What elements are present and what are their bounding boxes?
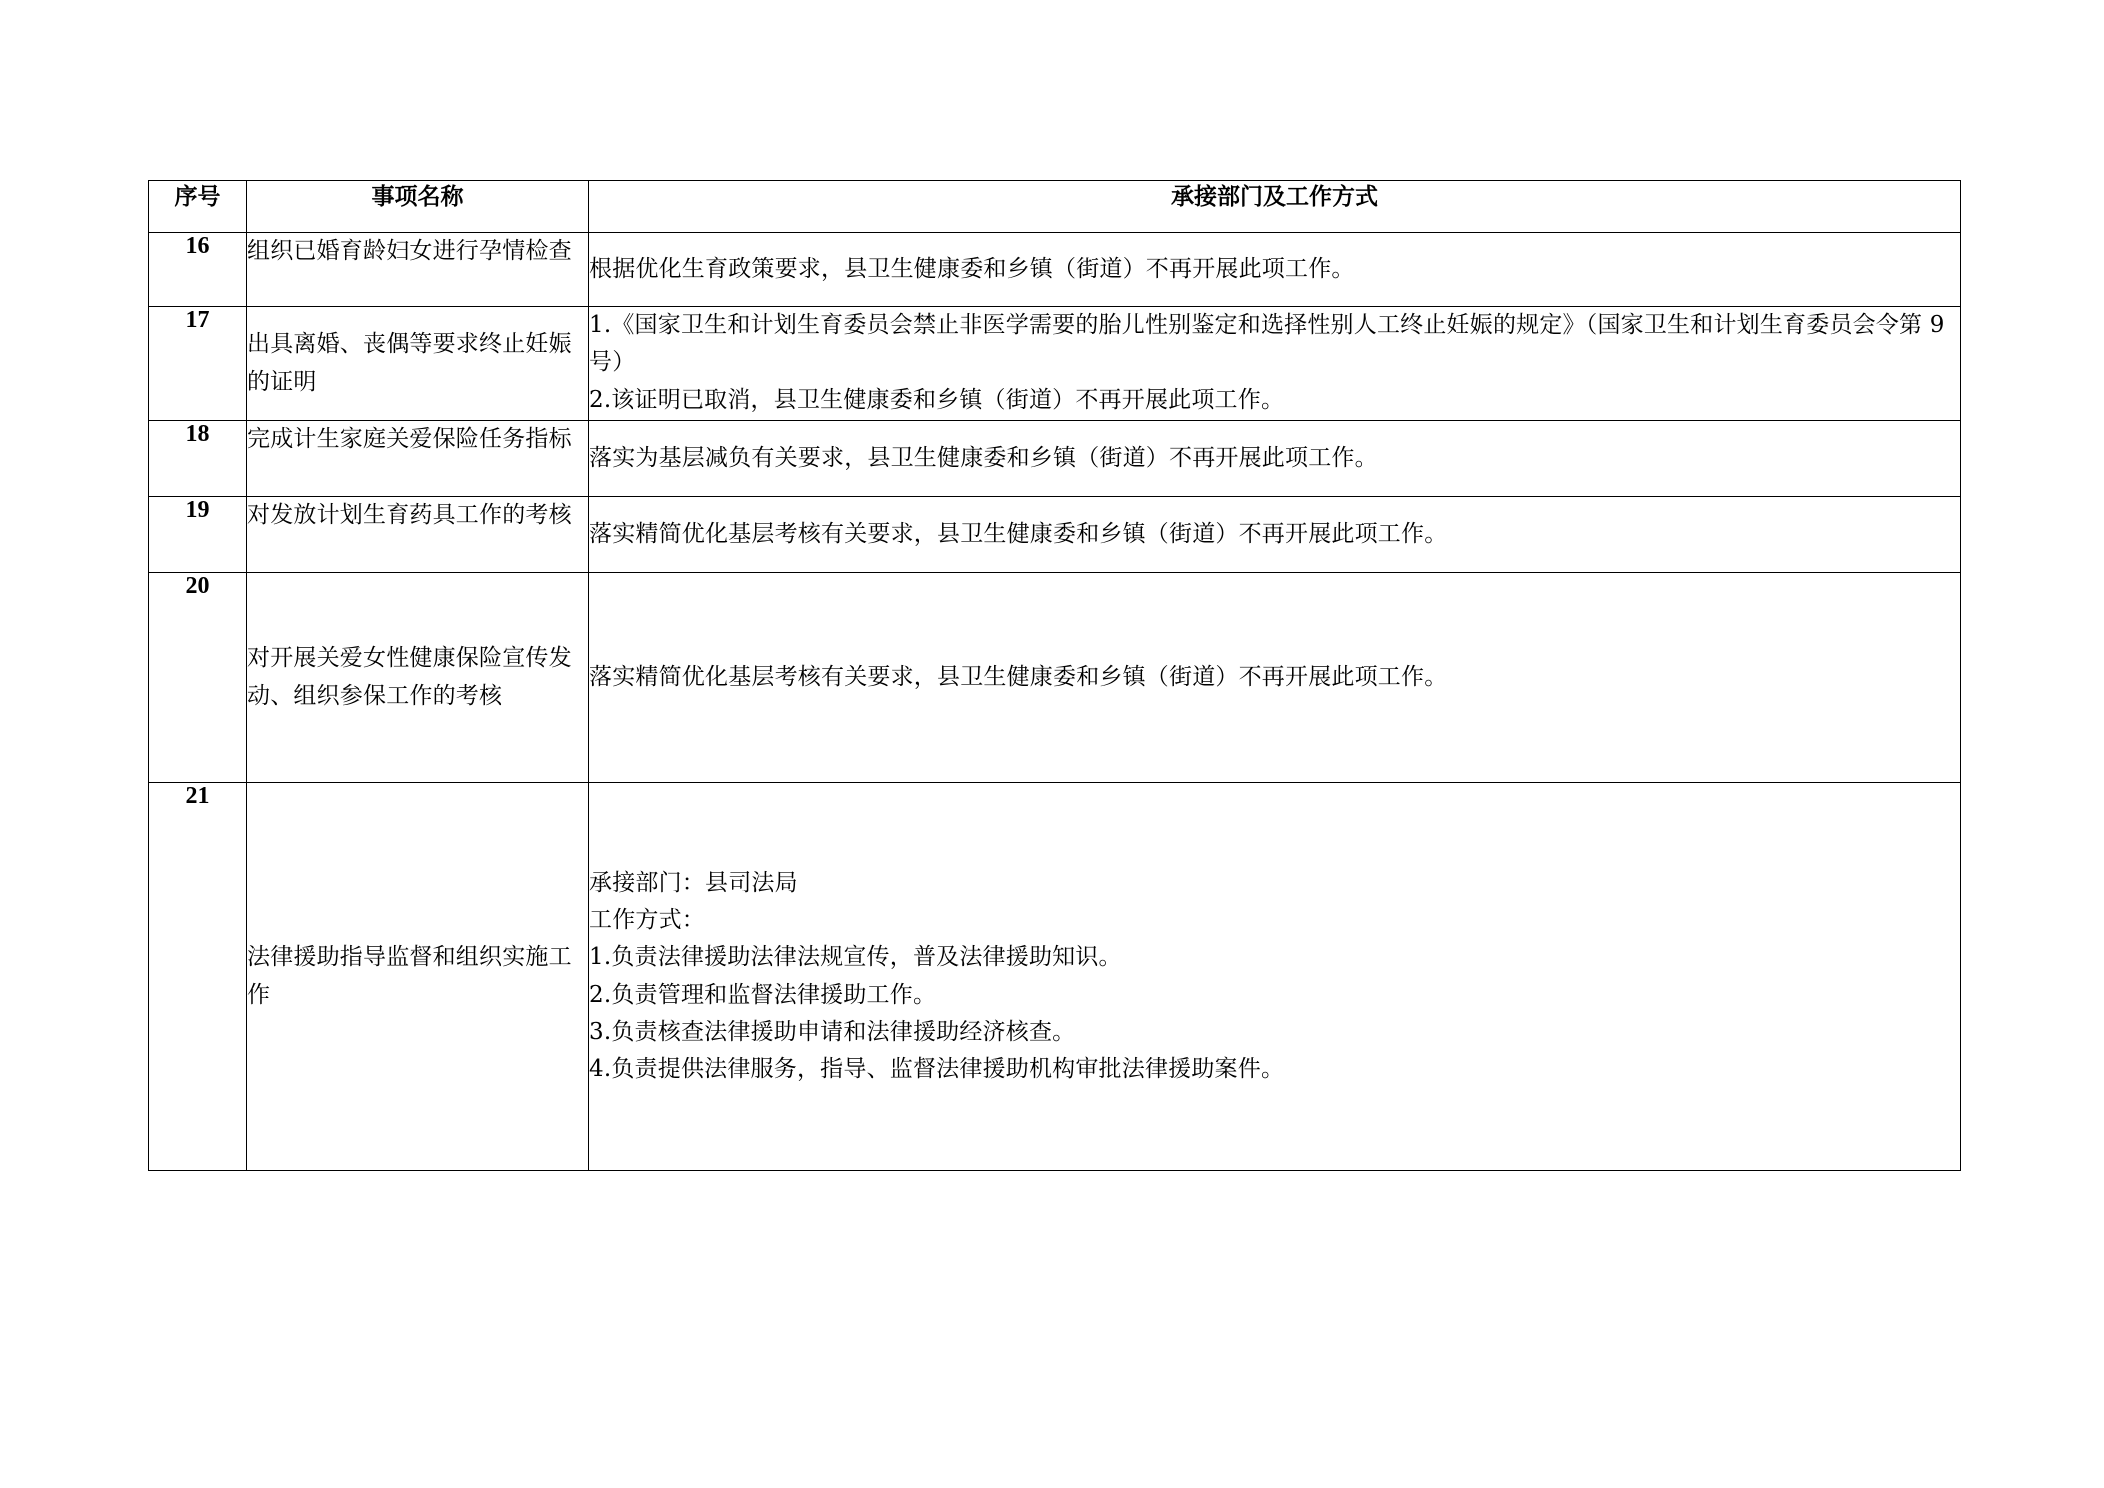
- table-row: [149, 497, 1961, 573]
- row-number: 20: [149, 573, 247, 783]
- row-description: [589, 497, 1961, 573]
- row-description: [589, 307, 1961, 421]
- description-line: 1.《国家卫生和计划生育委员会禁止非医学需要的胎儿性别鉴定和选择性别人工终止妊娠的规定》（国家卫生和计划生育委员会令第 9 号）: [589, 312, 1945, 376]
- row-item-name: 对开展关爱女性健康保险宣传发动、组织参保工作的考核: [247, 573, 589, 783]
- row-description: [589, 421, 1961, 497]
- description-line: 落实为基层减负有关要求，县卫生健康委和乡镇（街道）不再开展此项工作。: [589, 444, 1378, 471]
- table-row: [149, 421, 1961, 497]
- description-line: 落实精简优化基层考核有关要求，县卫生健康委和乡镇（街道）不再开展此项工作。: [589, 520, 1448, 547]
- row-item-name: 对发放计划生育药具工作的考核: [247, 497, 589, 573]
- description-line: 2.该证明已取消，县卫生健康委和乡镇（街道）不再开展此项工作。: [589, 386, 1285, 413]
- description-line: 承接部门：县司法局: [589, 869, 798, 896]
- row-item-name: 出具离婚、丧偶等要求终止妊娠的证明: [247, 307, 589, 421]
- row-item-name: 完成计生家庭关爱保险任务指标: [247, 421, 589, 497]
- table-row: [149, 307, 1961, 421]
- row-item-name: 组织已婚育龄妇女进行孕情检查: [247, 233, 589, 307]
- table-row: [149, 573, 1961, 783]
- table-header-row: [149, 181, 1961, 233]
- table-container: [148, 180, 1960, 1171]
- description-line: 根据优化生育政策要求，县卫生健康委和乡镇（街道）不再开展此项工作。: [589, 255, 1355, 282]
- description-line: 1.负责法律援助法律法规宣传，普及法律援助知识。: [589, 944, 1122, 971]
- column-header-number: 序号: [149, 181, 247, 233]
- row-item-name: 法律援助指导监督和组织实施工作: [247, 783, 589, 1171]
- description-line: 4.负责提供法律服务，指导、监督法律援助机构审批法律援助案件。: [589, 1056, 1285, 1082]
- row-number: 19: [149, 497, 247, 573]
- responsibility-table: [148, 180, 1961, 1171]
- table-row: [149, 233, 1961, 307]
- description-line: 2.负责管理和监督法律援助工作。: [589, 981, 937, 1008]
- row-number: 16: [149, 233, 247, 307]
- row-description: [589, 233, 1961, 307]
- row-description: [589, 573, 1961, 783]
- row-description: [589, 783, 1961, 1171]
- row-number: 21: [149, 783, 247, 1171]
- row-number: 17: [149, 307, 247, 421]
- description-line: 3.负责核查法律援助申请和法律援助经济核查。: [589, 1018, 1076, 1045]
- description-line: 工作方式：: [589, 907, 705, 933]
- description-line: 落实精简优化基层考核有关要求，县卫生健康委和乡镇（街道）不再开展此项工作。: [589, 663, 1448, 690]
- column-header-name: 事项名称: [247, 181, 589, 233]
- table-row: [149, 783, 1961, 1171]
- row-number: 18: [149, 421, 247, 497]
- column-header-description: 承接部门及工作方式: [589, 181, 1961, 233]
